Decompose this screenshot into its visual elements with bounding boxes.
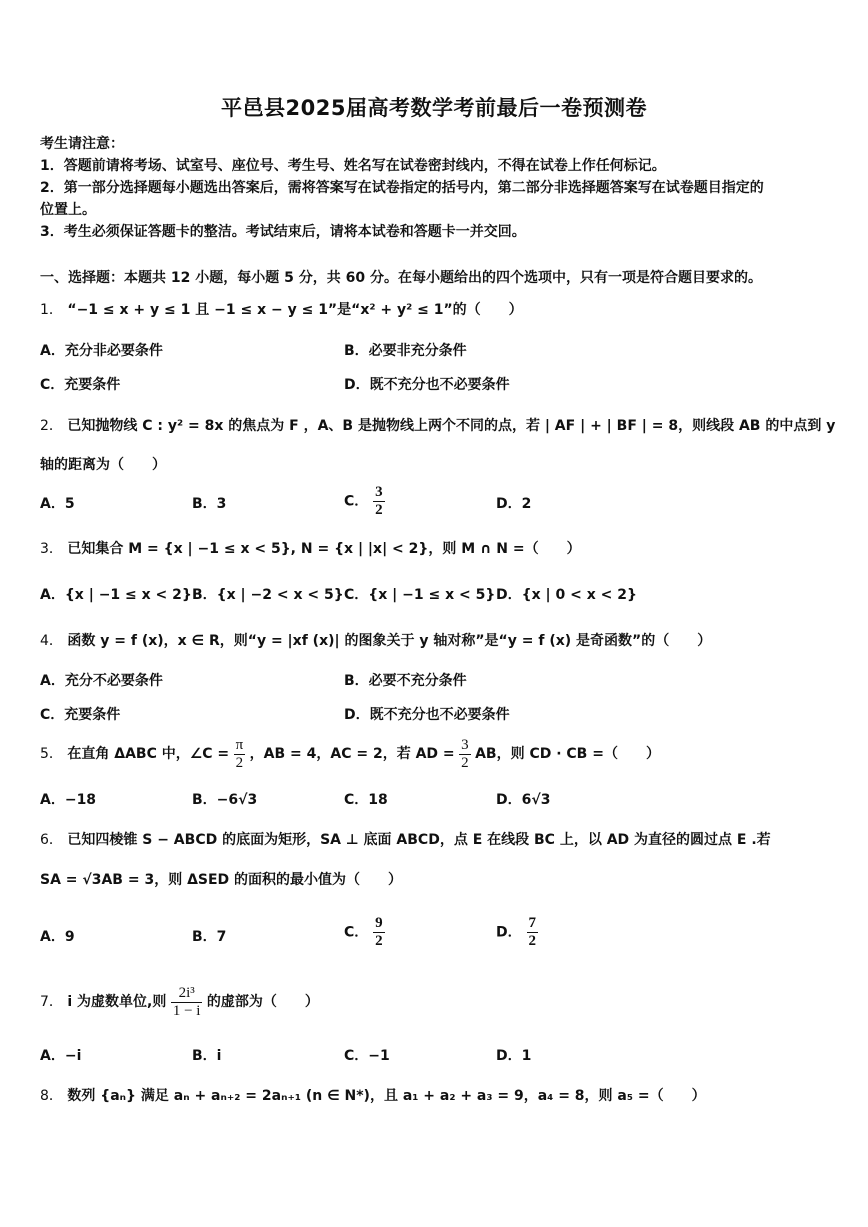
q4-option-c: C．充要条件	[40, 707, 121, 723]
question-5	[40, 736, 834, 772]
fraction: $\frac{7}{2}$	[528, 915, 536, 949]
q4-option-b: B．必要不充分条件	[344, 673, 467, 689]
q5-option-a: A．−18	[40, 792, 97, 808]
question-8	[40, 1086, 834, 1106]
q3-option-d: D．{x | 0 < x < 2}	[496, 587, 637, 603]
q7-option-a: A．−i	[40, 1048, 82, 1064]
q5-option-d: D．6√3	[496, 792, 551, 808]
q3-option-b: B．{x | −2 < x < 5}	[192, 587, 344, 603]
q7-option-c: C．−1	[344, 1048, 390, 1064]
question-number: 1．	[40, 302, 63, 318]
q5-option-b: B．−6√3	[192, 792, 258, 808]
fraction-3-over-2: $\frac{3}{2}$	[461, 736, 469, 771]
question-2	[40, 416, 834, 436]
q2-option-c	[344, 484, 385, 519]
q1-option-b: B．必要非充分条件	[344, 343, 467, 359]
question-6	[40, 830, 834, 850]
exam-title: 平邑县2025届高考数学考前最后一卷预测卷	[221, 96, 647, 120]
q6-option-a: A．9	[40, 929, 75, 945]
question-stem-post: 的虚部为（ ）	[206, 994, 319, 1010]
question-number: 2．	[40, 418, 63, 434]
section-heading: 一、选择题：本题共 12 小题，每小题 5 分，共 60 分。在每小题给出的四个选项中，只有一项是符合题目要求的。	[40, 270, 762, 286]
q2-option-d: D．2	[496, 496, 532, 512]
notice-item-2-cont: 位置上。	[40, 202, 96, 218]
question-6-cont: SA = √3AB = 3，则 ΔSED 的面积的最小值为（ ）	[40, 872, 403, 888]
option-label: C．	[344, 493, 369, 510]
question-4	[40, 631, 834, 651]
question-stem-pre: 在直角 ΔABC 中，∠C =	[67, 746, 230, 762]
question-number: 4．	[40, 633, 63, 649]
question-stem: “−1 ≤ x + y ≤ 1 且 −1 ≤ x − y ≤ 1”是“x² + y² ≤ 1”的（ ）	[67, 302, 523, 318]
q6-option-d	[496, 915, 538, 950]
q1-option-a: A．充分非必要条件	[40, 343, 163, 359]
question-number: 6．	[40, 832, 63, 848]
question-number: 8．	[40, 1088, 63, 1104]
q3-option-a: A．{x | −1 ≤ x < 2}	[40, 587, 192, 603]
q7-option-b: B．i	[192, 1048, 222, 1064]
q2-option-b: B．3	[192, 496, 227, 512]
question-stem: 数列 {aₙ} 满足 aₙ + aₙ₊₂ = 2aₙ₊₁ (n ∈ N*)，且 a₁ + a₂ + a₃ = 9，a₄ = 8，则 a₅ =（ ）	[67, 1088, 706, 1104]
option-label: C．	[344, 924, 369, 941]
q6-option-b: B．7	[192, 929, 227, 945]
question-stem-post: AB，则 CD · CB =（ ）	[475, 746, 660, 762]
q2-option-a: A．5	[40, 496, 75, 512]
q5-option-c: C．18	[344, 792, 388, 808]
fraction: $\frac{3}{2}$	[375, 484, 383, 518]
question-number: 7．	[40, 994, 63, 1010]
notice-item-1: 1．答题前请将考场、试室号、座位号、考生号、姓名写在试卷密封线内，不得在试卷上作任何标记。	[40, 158, 666, 174]
fraction-pi-over-2: $\frac{\pi}{2}$	[235, 736, 244, 771]
question-2-cont: 轴的距离为（ ）	[40, 457, 166, 473]
question-1	[40, 300, 834, 320]
fraction: $\frac{\text{2i³}}{1 - i}$	[172, 984, 201, 1019]
q4-option-d: D．既不充分也不必要条件	[344, 707, 510, 723]
question-number: 3．	[40, 541, 63, 557]
question-3	[40, 539, 834, 559]
question-stem-pre: i 为虚数单位,则	[67, 994, 167, 1010]
notice-item-2: 2．第一部分选择题每小题选出答案后，需将答案写在试卷指定的括号内，第二部分非选择题答案写在试卷题目指定的	[40, 180, 764, 196]
notice-item-3: 3．考生必须保证答题卡的整洁。考试结束后，请将本试卷和答题卡一并交回。	[40, 224, 526, 240]
question-number: 5．	[40, 746, 63, 762]
option-label: D．	[496, 924, 522, 941]
q6-option-c	[344, 915, 385, 950]
q7-option-d: D．1	[496, 1048, 532, 1064]
question-stem: 已知集合 M = {x | −1 ≤ x < 5}, N = {x | |x| < 2}，则 M ∩ N =（ ）	[67, 541, 581, 557]
notice-heading: 考生请注意：	[40, 136, 124, 152]
question-stem: 已知四棱锥 S − ABCD 的底面为矩形，SA ⊥ 底面 ABCD，点 E 在线段 BC 上，以 AD 为直径的圆过点 E .若	[67, 832, 771, 848]
question-stem: 函数 y = f (x)，x ∈ R，则“y = |xf (x)| 的图象关于 y 轴对称”是“y = f (x) 是奇函数”的（ ）	[67, 633, 712, 649]
q1-option-c: C．充要条件	[40, 377, 121, 393]
q4-option-a: A．充分不必要条件	[40, 673, 163, 689]
fraction: $\frac{9}{2}$	[375, 915, 383, 949]
q3-option-c: C．{x | −1 ≤ x < 5}	[344, 587, 496, 603]
q1-option-d: D．既不充分也不必要条件	[344, 377, 510, 393]
question-stem-mid: ，AB = 4，AC = 2，若 AD =	[249, 746, 455, 762]
question-stem: 已知抛物线 C : y² = 8x 的焦点为 F ，A、B 是抛物线上两个不同的点，若 | AF | + | BF | = 8，则线段 AB 的中点到 y	[67, 418, 836, 434]
question-7	[40, 984, 834, 1020]
